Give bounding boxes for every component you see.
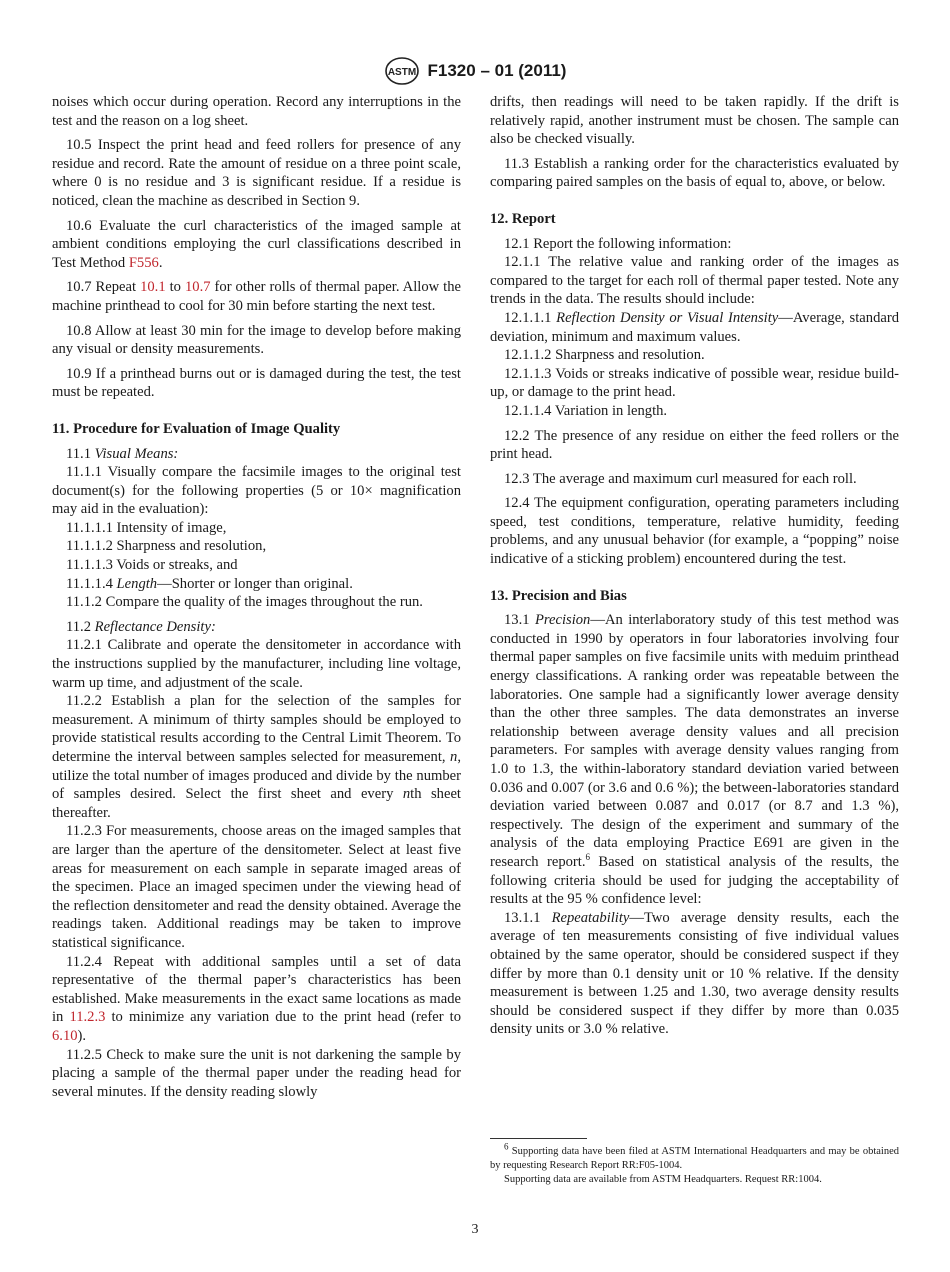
paragraph-10-8: 10.8 Allow at least 30 min for the image to develop before making any visual or density measurements. (52, 322, 461, 358)
text: 10.6 Evaluate the curl characteristics of the imaged sample at ambient conditions employing the curl classifications described in Test Method (52, 217, 461, 271)
text: 11.2.4 Repeat with additional samples until a set of data representative of the thermal paper’s characteristics has been established. Make measurements in the exact same locations as made in (52, 953, 461, 1026)
logo-text: ASTM (387, 67, 416, 78)
page-header (0, 56, 950, 86)
text: —Shorter or longer than original. (157, 575, 353, 592)
section-heading-11: 11. Procedure for Evaluation of Image Quality (52, 420, 341, 437)
paragraph-11-1-1-3: 11.1.1.3 Voids or streaks, and (66, 557, 238, 574)
text: Based on statistical analysis of the results, the following criteria should be used for judging the acceptability of results at the 95 % confidence level: (490, 853, 899, 908)
section-heading-12: 12. Report (490, 210, 556, 227)
text: Supporting data have been filed at ASTM International Headquarters and may be obtained by requesting Research Report RR:F05-1004. (490, 1146, 899, 1171)
paragraph-12-1-1-1 (490, 309, 899, 346)
paragraph-12-1: 12.1 Report the following information: (504, 235, 732, 252)
text: to (165, 279, 185, 296)
paragraph-11-2 (52, 618, 461, 637)
standard-designation: F1320 – 01 (2011) (427, 61, 567, 80)
footnotes (490, 1138, 899, 1187)
text: 13.1 (504, 612, 535, 629)
paragraph-12-1-1-4: 12.1.1.4 Variation in length. (504, 402, 668, 419)
paragraph-11-2-1: 11.2.1 Calibrate and operate the densitometer in accordance with the instructions supplied by the manufacturer, including line voltage, warm up time, and adjustment of the scale. (52, 637, 461, 691)
left-column (52, 93, 461, 1101)
italic-text: Precision (534, 612, 591, 629)
link-10-7[interactable]: 10.7 (184, 279, 211, 296)
italic-text: Reflectance Density: (94, 618, 216, 635)
footnote-6 (490, 1141, 899, 1173)
paragraph-11-1-1-4 (52, 575, 461, 594)
text: th sheet thereafter. (52, 786, 461, 821)
italic-text: Reflection Density or Visual Intensity (556, 309, 779, 326)
paragraph-12-1-1-3: 12.1.1.3 Voids or streaks indicative of possible wear, residue build-up, or damage to the print head. (490, 365, 899, 401)
link-f556[interactable]: F556 (128, 254, 159, 271)
text: —Two average density results, each the average of ten measurements consisting of five individual values obtained by the same operator, should be considered suspect if they differ by more than 0.1 density unit or 10 % relative. If the density measurement is between 1.25 and 1.30, two average density results should be considered suspect if they differ by more than 0.035 density units or 3.0 % relative. (490, 909, 899, 1038)
section-heading-13: 13. Precision and Bias (490, 587, 627, 604)
paragraph-10-5: 10.5 Inspect the print head and feed rollers for presence of any residue and record. Rate the amount of residue on a three point scale, where 0 is no residue and 3 is significant residue. If a residue is noticed, clean the machine as described in Section 9. (52, 137, 461, 209)
astm-logo-icon (384, 56, 420, 86)
text: for other rolls of thermal paper. Allow the machine printhead to cool for 30 min before starting the next test. (52, 279, 461, 314)
paragraph-11-2-5: 11.2.5 Check to make sure the unit is not darkening the sample by placing a sample of the thermal paper under the reading head for several minutes. If the density reading slowly (52, 1046, 461, 1100)
italic-text: n (402, 786, 411, 803)
paragraph-11-2-4 (52, 953, 461, 1046)
paragraph-continued: drifts, then readings will need to be taken rapidly. If the drift is relatively rapid, another instrument must be chosen. The sample can also be checked visually. (490, 94, 899, 148)
text: 11.1 (66, 445, 95, 462)
paragraph-13-1 (490, 611, 899, 909)
paragraph-11-1-1-2: 11.1.1.2 Sharpness and resolution, (66, 538, 267, 555)
text: to minimize any variation due to the print head (refer to (105, 1009, 461, 1026)
text: 10.7 Repeat (66, 279, 141, 296)
paragraph-11-1-1: 11.1.1 Visually compare the facsimile images to the original test document(s) for the following properties (5 or 10× magnification may aid in the evaluation): (52, 464, 461, 518)
text: 12.1.1.1 (504, 309, 557, 326)
right-column (490, 93, 899, 1039)
text: 13.1.1 (504, 909, 552, 926)
paragraph-12-4: 12.4 The equipment configuration, operating parameters including speed, test conditions, temperature, relative humidity, feeding problems, and any unusual behavior (for example, a “popping” noise indicative of a sticking problem) encountered during the test. (490, 495, 899, 568)
text: —Average, standard deviation, minimum and maximum values. (490, 309, 899, 345)
footnote-6-extra: Supporting data are available from ASTM Headquarters. Request RR:1004. (504, 1174, 822, 1185)
link-10-1[interactable]: 10.1 (140, 279, 166, 296)
paragraph-11-2-2 (52, 692, 461, 822)
paragraph-12-3: 12.3 The average and maximum curl measured for each roll. (504, 470, 857, 487)
text: , utilize the total number of images produced and divide by the number of samples desired. Select the first sheet and every (52, 749, 461, 803)
paragraph-11-2-3: 11.2.3 For measurements, choose areas on the imaged samples that are larger than the aperture of the densitometer. Select at least five areas for measurement on each sample in separate imaged areas of the specimen. Place an imaged specimen under the viewing head of the reflection densitometer and read the density obtained. Average the readings taken. Additional readings may be taken to improve statistical significance. (52, 823, 461, 951)
italic-text: Visual Means: (94, 445, 179, 462)
paragraph-continued: noises which occur during operation. Record any interruptions in the test and the reason on a log sheet. (52, 94, 461, 129)
text: . (158, 254, 163, 271)
page-number: 3 (471, 1222, 479, 1237)
paragraph-11-1-2: 11.1.2 Compare the quality of the images throughout the run. (66, 594, 423, 611)
text: ). (77, 1027, 87, 1044)
italic-text: Repeatability (551, 909, 630, 926)
paragraph-11-3: 11.3 Establish a ranking order for the characteristics evaluated by comparing paired samples on the basis of equal to, above, or below. (490, 155, 899, 191)
footnote-divider (490, 1138, 587, 1139)
text: 11.2 (66, 618, 95, 635)
text: 11.2.2 Establish a plan for the selection of the samples for measurement. A minimum of thirty samples should be employed to provide statistical results according to the Central Limit Theorem. To determine the interval between samples selected for measurement, (52, 693, 461, 765)
text: 11.1.1.4 (66, 575, 117, 592)
link-11-2-3[interactable]: 11.2.3 (69, 1009, 106, 1026)
paragraph-12-1-1-2: 12.1.1.2 Sharpness and resolution. (504, 347, 705, 364)
paragraph-10-6 (52, 217, 461, 273)
footnote-number: 6 (504, 1141, 509, 1152)
paragraph-13-1-1 (490, 909, 899, 1039)
link-6-10[interactable]: 6.10 (52, 1027, 78, 1044)
paragraph-12-2: 12.2 The presence of any residue on either the feed rollers or the print head. (490, 427, 899, 463)
italic-text: n (450, 749, 458, 765)
paragraph-11-1 (52, 445, 461, 464)
footnote-marker[interactable]: 6 (585, 852, 590, 863)
paragraph-11-1-1-1: 11.1.1.1 Intensity of image, (66, 519, 227, 536)
paragraph-10-7 (52, 278, 461, 315)
paragraph-10-9: 10.9 If a printhead burns out or is damaged during the test, the test must be repeated. (52, 365, 461, 401)
text: —An interlaboratory study of this test method was conducted in 1990 by operators in four laboratories involving four thermal paper samples on five facsimile units with meduim printhead energy classifications. A ranking order was repeatable between the laboratories. One sample had a significantly lower average density than the other three samples. The data demonstrates an inverse relationship between average density values and all precision parameters. For samples with average density values ranging from 1.0 to 1.3, the within-laboratory standard deviation varied between 0.036 and 0.007 (or 3.6 and 0.6 %); the between-laboratories standard deviation varied between 0.087 and 0.017 (or 8.7 and 1.3 %), respectively. The design of the experiment and summary of the analysis of the data employing Practice E691 are given in the research report. (490, 612, 899, 870)
italic-text: Length (116, 575, 158, 592)
paragraph-12-1-1: 12.1.1 The relative value and ranking order of the images as compared to the target for each roll of thermal paper tested. Note any trends in the data. The results should include: (490, 254, 899, 308)
